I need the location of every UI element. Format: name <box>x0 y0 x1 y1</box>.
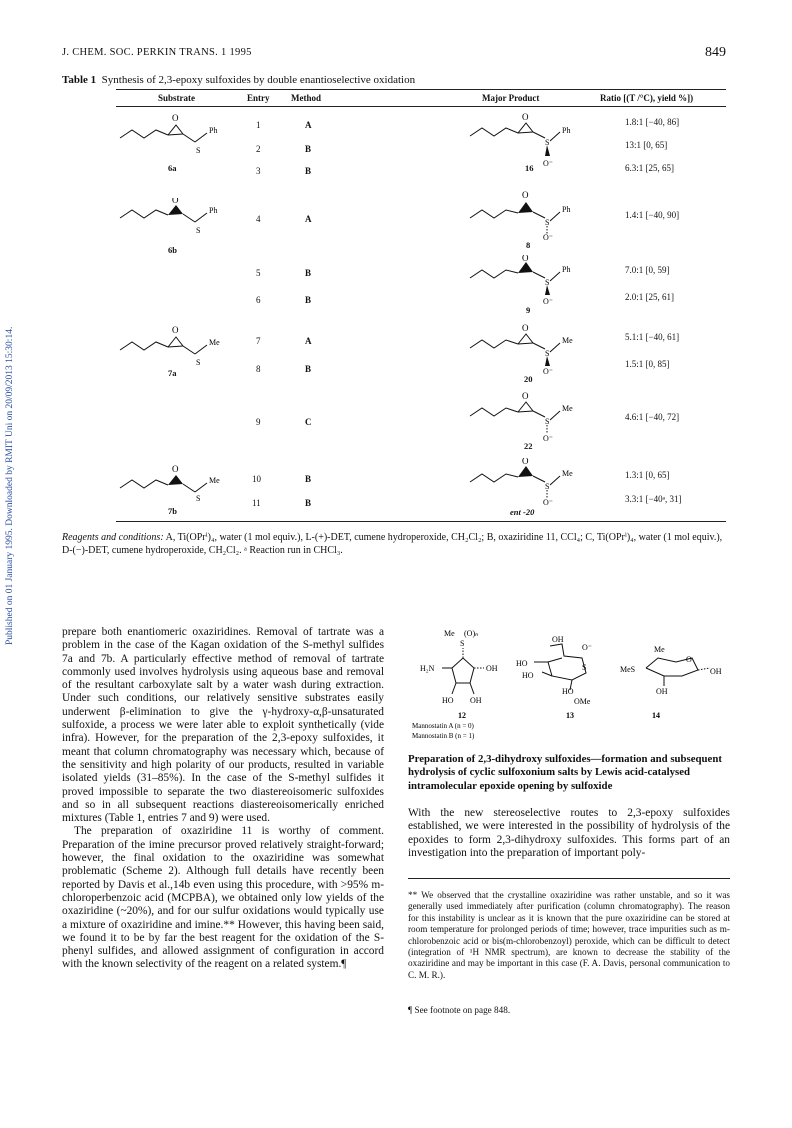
methyl-label: Me <box>654 645 665 654</box>
methyl-label: Me <box>444 629 455 638</box>
product-label: 20 <box>524 374 533 384</box>
entry-number: 11 <box>252 498 261 508</box>
method-letter: B <box>305 166 312 176</box>
col-substrate: Substrate <box>158 93 196 103</box>
oxygen-atom: O <box>522 190 529 200</box>
journal-header: J. CHEM. SOC. PERKIN TRANS. 1 1995 <box>62 47 252 58</box>
substrate-6b-structure <box>115 198 245 248</box>
substrate-6a-structure <box>115 108 245 168</box>
sulfoxide-oxygen: O⁻ <box>543 434 553 443</box>
ring-oxygen-label: O <box>686 655 692 664</box>
entry-number: 1 <box>256 120 261 130</box>
col-ratio: Ratio [(T /°C), yield %]) <box>600 93 694 103</box>
entry-number: 9 <box>256 417 261 427</box>
ratio-value: 6.3:1 [25, 65] <box>625 163 674 173</box>
hydroxyl-label: OH <box>486 664 498 673</box>
oxygen-atom: O <box>522 112 529 122</box>
product-label: 8 <box>526 240 531 250</box>
substrate-7a-structure <box>115 320 245 370</box>
methylthio-label: MeS <box>620 665 636 674</box>
product-9-structure <box>465 255 595 305</box>
method-letter: B <box>305 364 312 374</box>
entry-number: 4 <box>256 214 261 224</box>
table-title: Synthesis of 2,3-epoxy sulfoxides by double enantioselective oxidation <box>101 74 416 86</box>
product-label: 22 <box>524 441 533 451</box>
sulfur-atom: S <box>545 349 550 358</box>
entry-number: 2 <box>256 144 261 154</box>
phenyl-group: Ph <box>562 126 571 135</box>
oxygen-atom: O <box>522 323 529 333</box>
product-8-structure <box>465 190 595 240</box>
ratio-value: 3.3:1 [−40ᵃ, 31] <box>625 494 682 504</box>
hydroxyl-label: HO <box>442 696 454 705</box>
ratio-value: 4.6:1 [−40, 72] <box>625 412 680 422</box>
page-number: 849 <box>705 45 726 60</box>
sulfur-atom: S <box>196 494 201 502</box>
left-column <box>62 626 384 972</box>
compound-number: 13 <box>566 711 574 720</box>
oxide-label: (O)ₙ <box>464 629 479 638</box>
sulfur-atom: S <box>196 358 201 367</box>
sulfur-label: S <box>582 663 587 672</box>
hydroxyl-label: HO <box>562 687 574 696</box>
sulfur-atom: S <box>545 218 550 227</box>
method-letter: C <box>305 417 312 427</box>
entry-number: 5 <box>256 268 261 278</box>
ratio-value: 2.0:1 [25, 61] <box>625 292 674 302</box>
product-label: 9 <box>526 305 531 315</box>
ratio-value: 1.8:1 [−40, 86] <box>625 117 680 127</box>
footnote-rule <box>408 878 730 879</box>
footnote: ¶ See footnote on page 848. <box>408 1005 511 1015</box>
substrate-label: 6a <box>168 163 177 173</box>
table-bottom-rule <box>116 521 726 522</box>
hydroxyl-label: HO <box>522 671 534 680</box>
hydroxyl-label: OH <box>710 667 722 676</box>
methyl-group: Me <box>562 469 573 478</box>
phenyl-group: Ph <box>209 126 218 135</box>
ratio-value: 1.4:1 [−40, 90] <box>625 210 680 220</box>
substrate-label: 6b <box>168 245 177 255</box>
sulfoxide-oxygen: O⁻ <box>543 367 553 375</box>
phenyl-group: Ph <box>562 205 571 214</box>
hydroxyl-label: OH <box>470 696 482 705</box>
product-16-structure <box>465 108 595 168</box>
footnote-label: Reagents and conditions: <box>62 532 164 543</box>
methoxy-label: OMe <box>574 697 591 706</box>
method-letter: A <box>305 120 312 130</box>
sulfoxide-oxygen: O⁻ <box>543 159 553 168</box>
paragraph: The preparation of oxaziridine 11 is worthy of comment. Preparation of the imine precursor proved relatively straight-forward; however, the final oxidation to the oxaziridine was somewhat problematic (Scheme 2). Although full details have recently been reported by Davis et al.,14b even using this procedure, with >95% m-chloroperbenzoic acid (MCPBA), we obtained only low yields of the oxaziridine (~20%), and for our sulfur oxidations would typically use a mixture of oxaziridine and imine.** However, this having been said, we found it to be by far the best reagent for the oxidation of the S-phenyl sulfides, and allowed assignment of configuration in accord with the known selectivity of the reagent on a related system.¶ <box>62 825 384 971</box>
phenyl-group: Ph <box>209 206 218 215</box>
col-entry: Entry <box>247 93 270 103</box>
mannostatin-structures <box>402 628 732 748</box>
mannostatin-a-label: Mannostatin A (n = 0) <box>412 722 474 730</box>
ratio-value: 1.3:1 [0, 65] <box>625 470 670 480</box>
substrate-label: 7b <box>168 506 177 516</box>
sulfur-atom: S <box>196 226 201 235</box>
sulfur-atom: S <box>545 138 550 147</box>
download-watermark: Published on 01 January 1995. Downloaded by RMIT Uni on 20/09/2013 15:30:14. <box>5 326 15 645</box>
ratio-value: 7.0:1 [0, 59] <box>625 265 670 275</box>
oxygen-atom: O <box>522 255 529 263</box>
oxygen-atom: O <box>172 325 179 335</box>
method-letter: B <box>305 498 312 508</box>
product-label: 16 <box>525 163 534 173</box>
ratio-value: 1.5:1 [0, 85] <box>625 359 670 369</box>
col-method: Method <box>291 93 321 103</box>
entry-number: 7 <box>256 336 261 346</box>
methyl-group: Me <box>209 338 220 347</box>
method-letter: B <box>305 268 312 278</box>
table-caption <box>62 74 415 86</box>
method-letter: B <box>305 144 312 154</box>
sulfoxide-oxygen: O⁻ <box>543 498 553 506</box>
oxygen-anion-label: O⁻ <box>582 643 592 652</box>
sulfur-atom: S <box>545 278 550 287</box>
ratio-value: 5.1:1 [−40, 61] <box>625 332 680 342</box>
phenyl-group: Ph <box>562 265 571 274</box>
entry-number: 10 <box>252 474 261 484</box>
entry-number: 8 <box>256 364 261 374</box>
product-20-structure <box>465 320 595 375</box>
oxygen-atom: O <box>522 392 529 401</box>
methyl-group: Me <box>562 336 573 345</box>
substrate-label: 7a <box>168 368 177 378</box>
sulfur-atom: S <box>545 417 550 426</box>
oxygen-atom: O <box>172 464 179 474</box>
paragraph: With the new stereoselective routes to 2,3-epoxy sulfoxides established, we were interested in the possibility of hydrolysis of the epoxides to form 2,3-dihydroxy sulfoxides. This forms part of an investigation into the preparation of important poly- <box>408 807 730 859</box>
mannostatin-b-label: Mannostatin B (n = 1) <box>412 732 475 740</box>
hydroxyl-label: OH <box>656 687 668 696</box>
section-heading: Preparation of 2,3-dihydroxy sulfoxides—formation and subsequent hydrolysis of cyclic sulfoxonium salts by Lewis acid-catalysed intramolecular epoxide opening by sulfoxide <box>408 753 722 792</box>
table-top-rule <box>116 89 726 90</box>
footnote-text: A, Ti(OPrⁱ)₄, water (1 mol equiv.), L-(+)-DET, cumene hydroperoxide, CH₂Cl₂; B, oxaziridine 11, CCl₄; C, Ti(OPrⁱ)₄, water (1 mol equiv.), D-(−)-DET, cumene hydroperoxide, CH₂Cl₂. ᵃ Reaction run in CHCl₃. <box>62 532 723 556</box>
sulfur-label: S <box>460 639 465 648</box>
oxygen-atom: O <box>172 198 179 205</box>
method-letter: A <box>305 214 312 224</box>
entry-number: 6 <box>256 295 261 305</box>
methyl-group: Me <box>562 404 573 413</box>
compound-number: 14 <box>652 711 660 720</box>
oxygen-atom: O <box>522 458 529 466</box>
table-header-rule <box>116 106 726 107</box>
paragraph: prepare both enantiomeric oxaziridines. Removal of tartrate was a problem in the case of the Kagan oxidation of the S-methyl sulfides 7a and 7b. A particularly effective method of removal of tartrate commonly used involves hydrolysis using aqueous base and removal of the resultant carboxylate salt by a water wash during extraction. Under such conditions, our relatively sensitive substrates easily underwent β-elimination to give the γ-hydroxy-α,β-unsaturated sulfoxide, a process we were later able to exploit synthetically (vide infra). However, for the preparation of the 2,3-epoxy sulfoxides, it meant that column chromatography was necessary which, because of the sensitivity and high polarity of our products, resulted in variable isolated yields (31–85%). In the case of the S-methyl sulfides it proved impossible to separate the two diastereoisomeric sulfoxides and so in all subsequent reactions diastereoisomerically enriched mixtures (Table 1, entries 7 and 9) were used. <box>62 626 384 825</box>
oxygen-atom: O <box>172 113 179 123</box>
product-label: ent -20 <box>510 507 535 517</box>
methyl-group: Me <box>209 476 220 485</box>
substrate-7b-structure <box>115 460 245 502</box>
product-22-structure <box>465 392 595 444</box>
hydroxyl-label: OH <box>552 635 564 644</box>
method-letter: B <box>305 295 312 305</box>
amine-label: H₂N <box>420 664 435 673</box>
col-major-product: Major Product <box>482 93 540 103</box>
hydroxyl-label: HO <box>516 659 528 668</box>
sulfoxide-oxygen: O⁻ <box>543 233 553 240</box>
ratio-value: 13:1 [0, 65] <box>625 140 668 150</box>
sulfoxide-oxygen: O⁻ <box>543 297 553 305</box>
method-letter: A <box>305 336 312 346</box>
entry-number: 3 <box>256 166 261 176</box>
method-letter: B <box>305 474 312 484</box>
footnote: ** We observed that the crystalline oxaziridine was rather unstable, and so it was generally used immediately after purification (column chromatography). The reason for this instability is unclear as it is known that the pure oxaziridine can be stored at room temperature for prolonged periods of time; however, trace impurities such as m-chlorobenzoic acid or bis(m-chlorobenzoyl) peroxide, which can be difficult to detect (integration of ¹H NMR spectrum), are known to decrease the stability of the oxaziridine and may be important in this case (F. A. Davis, personal communication to C. M. R.). <box>408 890 730 980</box>
table-footnote <box>62 532 730 557</box>
table-label: Table 1 <box>62 74 97 86</box>
sulfur-atom: S <box>196 146 201 155</box>
sulfur-atom: S <box>545 482 550 491</box>
compound-number: 12 <box>458 711 466 720</box>
product-ent-20-structure <box>465 458 595 506</box>
